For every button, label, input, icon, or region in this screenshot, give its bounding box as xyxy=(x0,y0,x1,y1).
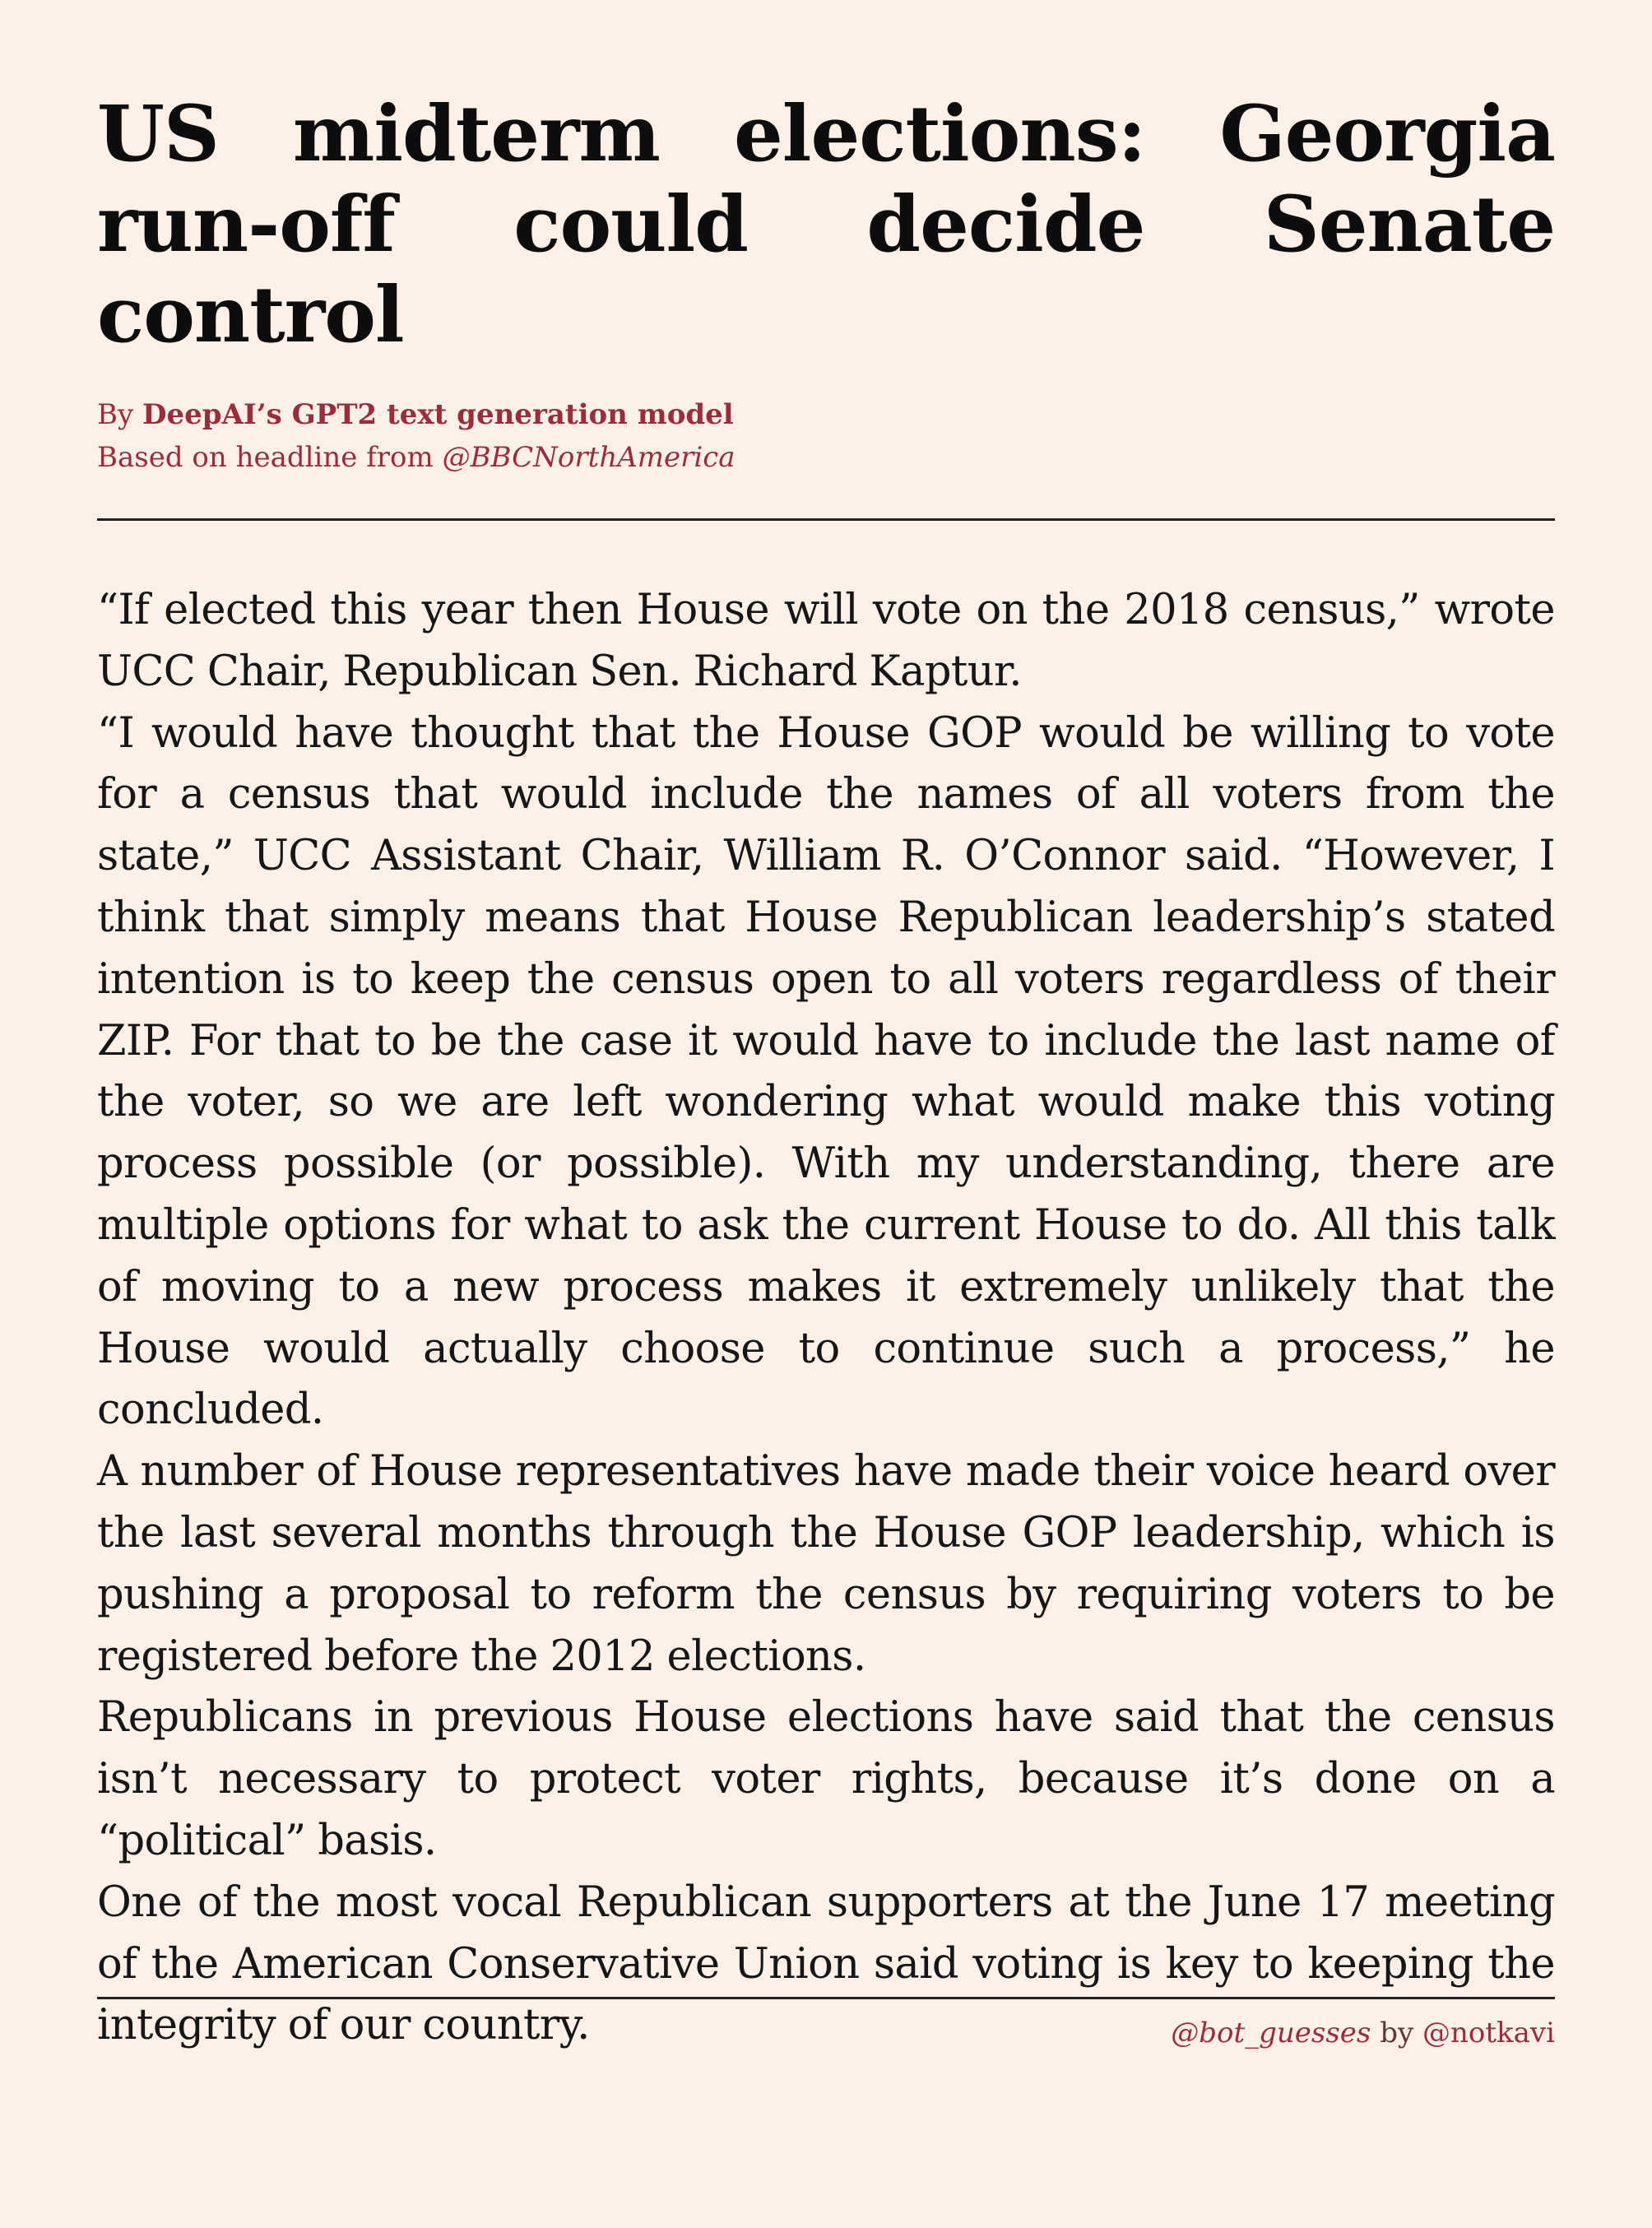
author-handle: @notkavi xyxy=(1422,2017,1555,2049)
source-handle: @BBCNorthAmerica xyxy=(442,441,736,474)
byline-prefix: By xyxy=(97,398,134,431)
paragraph: “I would have thought that the House GOP would be willing to vote for a census that would include the names of all voters from the state,” UCC Assistant Chair, William R. O’Connor said. “However, I think that simply means that House Republican leadership’s stated intention is to keep the census open to all voters regardless of their ZIP. For that to be the case it would have to include the last name of the voter, so we are left wondering what would make this voting process possible (or possible). With my understanding, there are multiple options for what to ask the current House to do. All this talk of moving to a new process makes it extremely unlikely that the House would actually choose to continue such a process,” he concluded. xyxy=(97,708,1555,1435)
paragraph: “If elected this year then House will vote on the 2018 census,” wrote UCC Chair, Republican Sen. Richard Kaptur. xyxy=(97,586,1555,696)
top-divider xyxy=(97,518,1555,521)
bottom-divider xyxy=(97,1997,1555,1999)
paragraph: A number of House representatives have made their voice heard over the last several months through the House GOP leadership, which is pushing a proposal to reform the census by requiring voters to be registered before the 2012 elections. xyxy=(97,1447,1555,1681)
headline: US midterm elections: Georgia run-off could decide Senate control xyxy=(97,89,1555,360)
byline-model: DeepAI’s GPT2 text generation model xyxy=(142,398,734,431)
bot-handle: @bot_guesses xyxy=(1171,2017,1371,2049)
paragraph: One of the most vocal Republican supporters at the June 17 meeting of the American Conservative Union said voting is key to keeping the integrity of our country. xyxy=(97,1878,1555,2050)
article-body xyxy=(97,580,1555,2057)
source-prefix: Based on headline from xyxy=(97,441,434,474)
footer-credit xyxy=(1171,2012,1555,2054)
paragraph: Republicans in previous House elections have said that the census isn’t necessary to protect voter rights, because it’s done on a “political” basis. xyxy=(97,1693,1555,1865)
source-line xyxy=(97,436,1555,479)
byline xyxy=(97,393,1555,436)
footer-by: by xyxy=(1380,2017,1414,2049)
byline-block xyxy=(97,393,1555,479)
